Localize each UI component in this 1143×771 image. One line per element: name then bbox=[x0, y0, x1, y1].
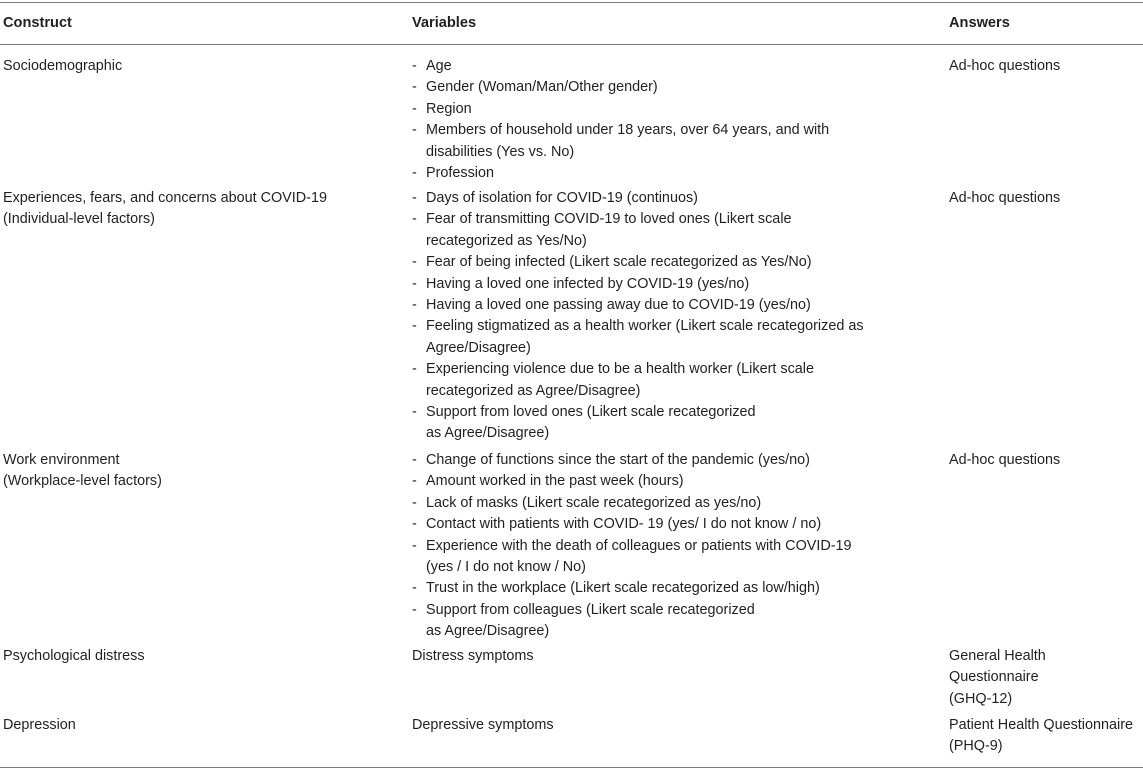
list-item bbox=[412, 209, 932, 252]
variable-text: - Feeling stigmatized as a health worker (Likert scale recategorized as bbox=[426, 318, 864, 335]
variables-cell bbox=[412, 56, 932, 184]
list-item bbox=[412, 295, 932, 316]
list-item bbox=[412, 471, 932, 492]
answers-cell bbox=[949, 450, 1139, 471]
variable-text: - Change of functions since the start of the pandemic (yes/no) bbox=[426, 452, 810, 468]
variable-text: (yes / I do not know / No) bbox=[426, 559, 586, 576]
list-item bbox=[412, 578, 932, 599]
construct-cell bbox=[3, 56, 393, 77]
variable-text: - Experiencing violence due to be a health worker (Likert scale bbox=[426, 361, 814, 378]
construct-text: Work environment bbox=[3, 452, 120, 468]
header-construct: Construct bbox=[3, 15, 72, 31]
variable-text: - Days of isolation for COVID-19 (continuos) bbox=[426, 190, 698, 206]
list-item bbox=[412, 450, 932, 471]
variables-cell bbox=[412, 715, 932, 736]
construct-text: (Workplace-level factors) bbox=[3, 473, 162, 490]
answers-cell bbox=[949, 56, 1139, 77]
list-item bbox=[412, 402, 932, 445]
construct-text: Depression bbox=[3, 717, 76, 733]
variable-text: recategorized as Yes/No) bbox=[426, 232, 587, 249]
variables-cell bbox=[412, 646, 932, 667]
answers-text: Ad-hoc questions bbox=[949, 452, 1061, 468]
variable-text: - Members of household under 18 years, over 64 years, and with bbox=[426, 122, 830, 139]
list-item bbox=[412, 252, 932, 273]
variable-text: - Profession bbox=[426, 165, 494, 182]
variable-text: as Agree/Disagree) bbox=[426, 623, 550, 640]
variables-list bbox=[412, 450, 932, 643]
list-item bbox=[412, 188, 932, 209]
variables-cell bbox=[412, 450, 932, 643]
answers-cell bbox=[949, 188, 1139, 209]
construct-cell bbox=[3, 450, 393, 493]
list-item bbox=[412, 120, 932, 163]
variables-list bbox=[412, 188, 932, 445]
construct-cell bbox=[3, 188, 393, 231]
variable-text: as Agree/Disagree) bbox=[426, 425, 550, 442]
bottom-rule bbox=[0, 767, 1143, 768]
list-item bbox=[412, 514, 932, 535]
answers-text: Ad-hoc questions bbox=[949, 190, 1061, 206]
construct-text: Sociodemographic bbox=[3, 58, 123, 74]
list-item bbox=[412, 77, 932, 98]
list-item bbox=[412, 536, 932, 579]
variable-text: - Lack of masks (Likert scale recategorized as yes/no) bbox=[426, 494, 762, 511]
list-item bbox=[412, 493, 932, 514]
variable-text: - Having a loved one passing away due to COVID-19 (yes/no) bbox=[426, 297, 811, 314]
variable-text: - Fear of transmitting COVID-19 to loved ones (Likert scale bbox=[426, 211, 792, 228]
variable-text: Depressive symptoms bbox=[412, 717, 554, 733]
variable-text: - Contact with patients with COVID- 19 (yes/ I do not know / no) bbox=[426, 516, 822, 533]
variables-cell bbox=[412, 188, 932, 445]
list-item bbox=[412, 56, 932, 77]
list-item bbox=[412, 274, 932, 295]
variable-text: disabilities (Yes vs. No) bbox=[426, 143, 575, 160]
answers-text: (GHQ-12) bbox=[949, 690, 1013, 707]
variable-text: Agree/Disagree) bbox=[426, 339, 531, 356]
variable-text: - Support from loved ones (Likert scale recategorized bbox=[426, 404, 756, 421]
variables-list bbox=[412, 56, 932, 184]
variable-text: - Trust in the workplace (Likert scale recategorized as low/high) bbox=[426, 580, 820, 597]
variable-text: - Region bbox=[426, 100, 472, 117]
construct-cell bbox=[3, 646, 393, 667]
list-item bbox=[412, 600, 932, 643]
answers-cell bbox=[949, 715, 1139, 758]
variable-text: - Amount worked in the past week (hours) bbox=[426, 473, 684, 490]
variable-text: Distress symptoms bbox=[412, 648, 534, 664]
answers-cell bbox=[949, 646, 1139, 710]
variable-text: - Experience with the death of colleagues or patients with COVID-19 bbox=[426, 537, 852, 554]
answers-text: Ad-hoc questions bbox=[949, 58, 1061, 74]
variable-text: - Having a loved one infected by COVID-19 (yes/no) bbox=[426, 275, 750, 292]
answers-text: Questionnaire bbox=[949, 669, 1039, 686]
list-item bbox=[412, 359, 932, 402]
variable-text: recategorized as Agree/Disagree) bbox=[426, 382, 641, 399]
header-rule bbox=[0, 44, 1143, 45]
list-item bbox=[412, 316, 932, 359]
construct-text: (Individual-level factors) bbox=[3, 211, 155, 228]
construct-text: Experiences, fears, and concerns about COVID-19 bbox=[3, 190, 327, 206]
answers-text: Patient Health Questionnaire bbox=[949, 717, 1133, 733]
header-answers: Answers bbox=[949, 15, 1010, 31]
construct-cell bbox=[3, 715, 393, 736]
list-item bbox=[412, 99, 932, 120]
variable-text: - Gender (Woman/Man/Other gender) bbox=[426, 79, 658, 96]
answers-text: (PHQ-9) bbox=[949, 738, 1003, 755]
list-item bbox=[412, 163, 932, 184]
construct-text: Psychological distress bbox=[3, 648, 145, 664]
header-variables: Variables bbox=[412, 15, 477, 31]
answers-text: General Health bbox=[949, 648, 1046, 664]
variable-text: - Support from colleagues (Likert scale recategorized bbox=[426, 601, 755, 618]
variable-text: - Age bbox=[426, 58, 452, 74]
variable-text: - Fear of being infected (Likert scale recategorized as Yes/No) bbox=[426, 254, 812, 271]
top-rule bbox=[0, 2, 1143, 3]
